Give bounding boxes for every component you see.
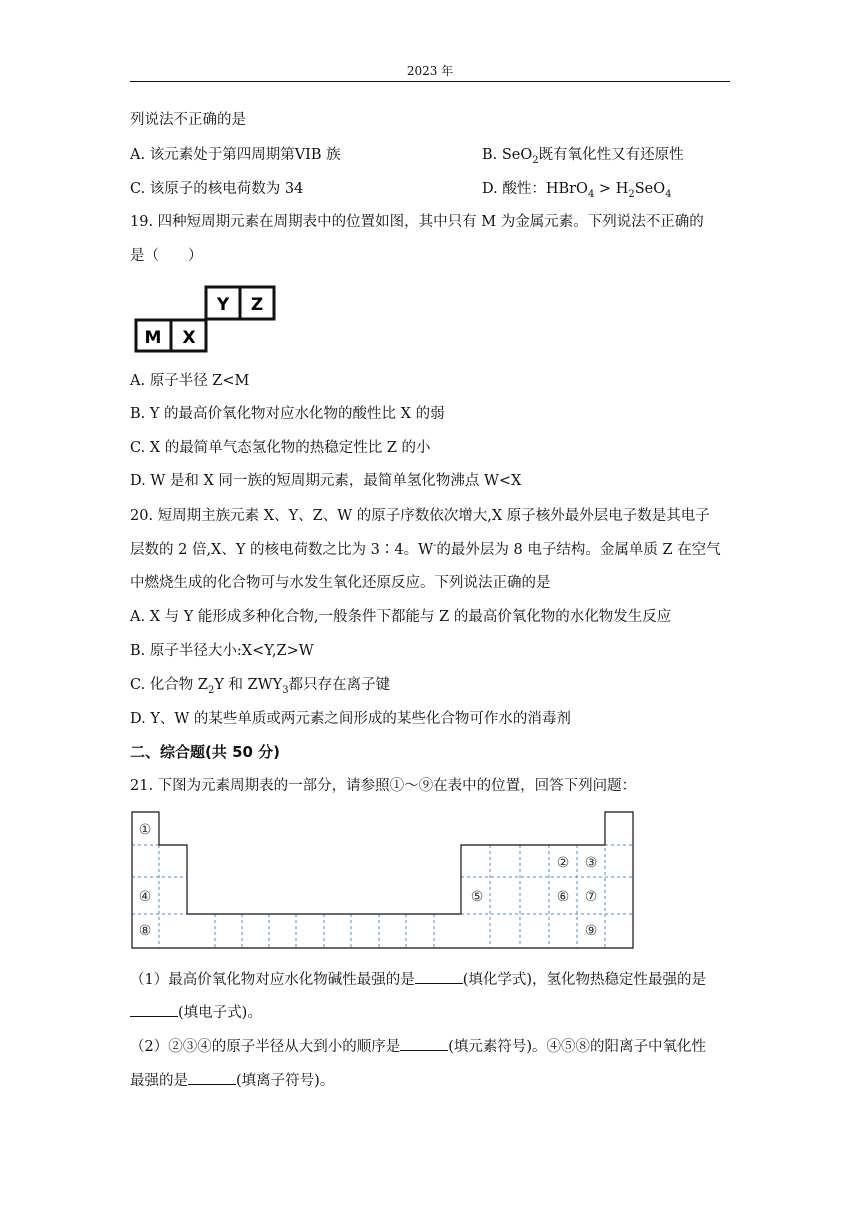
mark-2: ② <box>556 855 570 871</box>
answer-blank[interactable] <box>400 1036 448 1051</box>
q18-option-d: D. 酸性：HBrO$_4$ > $H_2SeO_4$ <box>482 181 672 200</box>
q18-option-a: A. 该元素处于第四周期第VIB 族 <box>130 147 341 163</box>
page-header-year: 2023 年 <box>406 64 454 78</box>
section-title: 二、综合题(共 50 分) <box>130 743 281 761</box>
answer-blank[interactable] <box>188 1070 236 1085</box>
mark-3: ③ <box>584 855 598 871</box>
q18-option-c: C. 该原子的核电荷数为 34 <box>130 181 304 197</box>
q21-part2-line2: 最强的是 (填离子符号)。 <box>130 1070 334 1091</box>
cell-x-label: X <box>182 328 196 348</box>
cell-z-label: Z <box>250 295 264 315</box>
q21-periodic-table-figure <box>131 811 635 951</box>
q18-stem-tail: 列说法不正确的是 <box>130 112 246 128</box>
table-outline <box>132 812 633 948</box>
q20-stem-line1: 20. 短周期主族元素 X、Y、Z、W 的原子序数依次增大,X 原子核外最外层电子数是其电子 <box>130 508 710 524</box>
q19-option-b: B. Y 的最高价氧化物对应水化物的酸性比 X 的弱 <box>130 406 445 422</box>
q20-stem-line3: 中燃烧生成的化合物可与水发生氧化还原反应。下列说法正确的是 <box>130 575 551 591</box>
q20-option-a: A. X 与 Y 能形成多种化合物,一般条件下都能与 Z 的最高价氧化物的水化物发生反应 <box>130 609 672 625</box>
q19-stem-line2: 是（ ） <box>130 248 203 264</box>
q21-part2-line1: （2）②③④的原子半径从大到小的顺序是 (填元素符号)。④⑤⑧的阳离子中氧化性 <box>130 1036 706 1057</box>
q20-option-d: D. Y、W 的某些单质或两元素之间形成的某些化合物可作水的消毒剂 <box>130 711 571 727</box>
q18-option-b: B. SeO$_2$既有氧化性又有还原性 <box>482 147 684 166</box>
q20-stem-line2: 层数的 2 倍,X、Y 的核电荷数之比为 3∶4。W-的最外层为 8 电子结构。金属单质 Z 在空气 <box>130 540 721 558</box>
q21-part1-line1: （1）最高价氧化物对应水化物碱性最强的是 (填化学式)，氢化物热稳定性最强的是 <box>130 969 706 990</box>
mark-9: ⑨ <box>584 923 598 939</box>
q20-option-c: C. 化合物 $Z_2Y$ 和 $ZWY_3$都只存在离子键 <box>130 677 391 696</box>
cell-m-label: M <box>144 328 162 348</box>
mark-5: ⑤ <box>470 889 484 905</box>
answer-blank[interactable] <box>130 1002 178 1017</box>
mark-4: ④ <box>138 889 152 905</box>
cell-y-label: Y <box>216 295 230 315</box>
q19-option-a: A. 原子半径 Z<M <box>130 373 250 389</box>
q19-periodic-fragment-figure <box>134 284 279 354</box>
q21-part1-line2: (填电子式)。 <box>130 1002 262 1023</box>
mark-8: ⑧ <box>138 923 152 939</box>
mark-6: ⑥ <box>556 889 570 905</box>
header-rule <box>130 81 730 82</box>
mark-7: ⑦ <box>584 889 598 905</box>
q21-stem: 21. 下图为元素周期表的一部分，请参照①～⑨在表中的位置，回答下列问题： <box>130 778 637 794</box>
table-grid-dashed <box>132 812 633 948</box>
q19-option-d: D. W 是和 X 同一族的短周期元素，最简单氢化物沸点 W<X <box>130 473 522 489</box>
q20-option-b: B. 原子半径大小:X<Y,Z>W <box>130 643 314 659</box>
answer-blank[interactable] <box>415 969 463 984</box>
q19-stem-line1: 19. 四种短周期元素在周期表中的位置如图，其中只有 M 为金属元素。下列说法不正确的 <box>130 214 704 230</box>
mark-1: ① <box>138 822 152 838</box>
q19-option-c: C. X 的最简单气态氢化物的热稳定性比 Z 的小 <box>130 440 431 456</box>
